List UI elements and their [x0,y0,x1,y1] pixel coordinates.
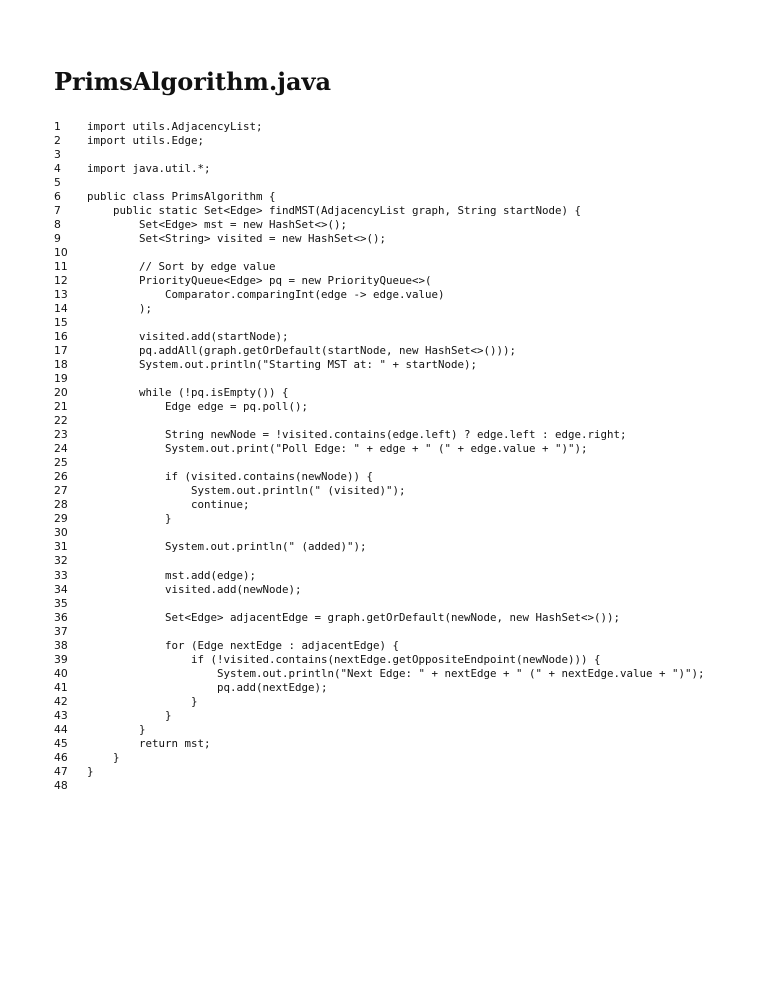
code-text: // Sort by edge value [87,260,276,274]
line-number: 46 [54,750,68,764]
code-line [54,484,754,498]
line-number: 6 [54,190,61,204]
code-line [54,428,754,442]
code-line [54,597,754,611]
code-text: Comparator.comparingInt(edge -> edge.value) [87,288,445,302]
code-line [54,120,754,134]
line-number: 47 [54,764,68,778]
code-text: Set<String> visited = new HashSet<>(); [87,232,387,246]
line-number: 16 [54,330,68,344]
code-text: visited.add(newNode); [87,582,302,596]
line-number: 23 [54,428,68,442]
code-line [54,302,754,316]
code-line [54,372,754,386]
code-line [54,611,754,625]
line-number: 1 [54,120,61,133]
code-line [54,737,754,751]
code-text: System.out.println("Starting MST at: " + startNode); [87,358,478,372]
code-line [54,695,754,709]
code-line [54,681,754,695]
line-number: 4 [54,162,61,176]
line-number: 24 [54,442,68,456]
line-number: 32 [54,554,68,568]
code-line [54,779,754,793]
code-line [54,709,754,723]
code-text: while (!pq.isEmpty()) { [87,386,289,400]
code-text: Set<Edge> adjacentEdge = graph.getOrDefault(newNode, new HashSet<>()); [87,610,621,624]
line-number: 14 [54,302,68,316]
code-text: } [87,708,172,722]
code-text: for (Edge nextEdge : adjacentEdge) { [87,638,400,652]
line-number: 15 [54,316,68,330]
code-line [54,723,754,737]
code-line [54,456,754,470]
line-number: 3 [54,148,61,162]
line-number: 45 [54,736,68,750]
code-line [54,148,754,162]
code-text: mst.add(edge); [87,568,257,582]
code-line [54,288,754,302]
file-title: PrimsAlgorithm.java [54,67,332,96]
code-text: ); [87,302,153,316]
line-number: 2 [54,134,61,148]
line-number: 22 [54,414,68,428]
line-number: 27 [54,484,68,498]
code-text: if (visited.contains(newNode)) { [87,470,374,484]
code-line [54,639,754,653]
code-text: import utils.AdjacencyList; [87,120,263,133]
line-number: 35 [54,596,68,610]
line-number: 19 [54,372,68,386]
line-number: 13 [54,288,68,302]
code-line [54,751,754,765]
line-number: 11 [54,260,68,274]
code-line [54,526,754,540]
code-text: } [87,722,146,736]
code-text: } [87,694,198,708]
line-number: 8 [54,218,61,232]
line-number: 38 [54,638,68,652]
line-number: 26 [54,470,68,484]
code-line [54,512,754,526]
line-number: 34 [54,582,68,596]
code-line [54,540,754,554]
line-number: 30 [54,526,68,540]
code-text: PriorityQueue<Edge> pq = new PriorityQueue<>( [87,274,432,288]
line-number: 43 [54,708,68,722]
code-line [54,162,754,176]
line-number: 25 [54,456,68,470]
code-line [54,190,754,204]
code-line [54,330,754,344]
code-listing [54,120,754,793]
code-text: visited.add(startNode); [87,330,289,344]
line-number: 10 [54,246,68,260]
code-line [54,442,754,456]
code-line [54,316,754,330]
code-line [54,625,754,639]
line-number: 37 [54,624,68,638]
line-number: 44 [54,722,68,736]
code-text: Edge edge = pq.poll(); [87,400,309,414]
line-number: 40 [54,666,68,680]
code-line [54,583,754,597]
line-number: 48 [54,778,68,792]
line-number: 42 [54,694,68,708]
code-line [54,260,754,274]
code-line [54,386,754,400]
code-line [54,400,754,414]
code-line [54,246,754,260]
code-text: Set<Edge> mst = new HashSet<>(); [87,218,348,232]
line-number: 5 [54,176,61,190]
code-line [54,232,754,246]
code-text: System.out.println(" (added)"); [87,540,367,554]
code-line [54,218,754,232]
line-number: 17 [54,344,68,358]
code-line [54,498,754,512]
code-line [54,176,754,190]
code-line [54,554,754,568]
line-number: 12 [54,274,68,288]
line-number: 7 [54,204,61,218]
line-number: 36 [54,610,68,624]
code-line [54,344,754,358]
code-text: System.out.print("Poll Edge: " + edge + " (" + edge.value + ")"); [87,442,588,456]
code-line [54,414,754,428]
line-number: 20 [54,386,68,400]
code-text: String newNode = !visited.contains(edge.left) ? edge.left : edge.right; [87,428,627,442]
code-line [54,667,754,681]
code-line [54,134,754,148]
code-text: if (!visited.contains(nextEdge.getOppositeEndpoint(newNode))) { [87,652,601,666]
code-line [54,765,754,779]
code-line [54,569,754,583]
code-text: } [87,750,120,764]
code-text: public static Set<Edge> findMST(AdjacencyList graph, String startNode) { [87,204,582,218]
code-text: return mst; [87,736,211,750]
line-number: 18 [54,358,68,372]
code-text: } [87,512,172,526]
code-text: pq.addAll(graph.getOrDefault(startNode, new HashSet<>())); [87,344,517,358]
code-line [54,274,754,288]
line-number: 31 [54,540,68,554]
code-line [54,470,754,484]
line-number: 41 [54,680,68,694]
line-number: 9 [54,232,61,246]
code-line [54,204,754,218]
code-text: public class PrimsAlgorithm { [87,190,276,204]
code-line [54,358,754,372]
code-text: import java.util.*; [87,162,211,176]
code-text: } [87,764,94,778]
code-text: System.out.println(" (visited)"); [87,484,406,498]
line-number: 39 [54,652,68,666]
code-text: System.out.println("Next Edge: " + nextEdge + " (" + nextEdge.value + ")"); [87,666,705,680]
code-line [54,653,754,667]
line-number: 28 [54,498,68,512]
code-text: import utils.Edge; [87,134,205,148]
code-text: continue; [87,498,250,512]
line-number: 33 [54,568,68,582]
line-number: 21 [54,400,68,414]
code-text: pq.add(nextEdge); [87,680,328,694]
line-number: 29 [54,512,68,526]
